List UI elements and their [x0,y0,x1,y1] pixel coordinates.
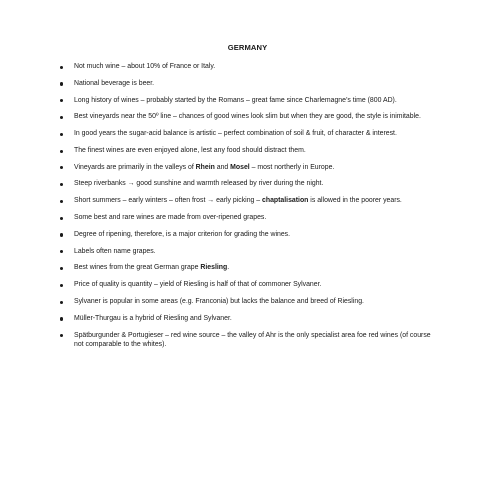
bullet-text: Sylvaner is popular in some areas (e.g. Franconia) but lacks the balance and breed of Riesling. [74,297,364,305]
bullet-item [60,163,435,173]
bullet-item [60,179,435,189]
bullet-text: In good years the sugar-acid balance is artistic – perfect combination of soil & fruit, of character & interest. [74,130,397,138]
bullet-text: The finest wines are even enjoyed alone, lest any food should distract them. [74,146,306,154]
bullet-text: Some best and rare wines are made from over-ripened grapes. [74,214,267,222]
bullet-item [60,196,435,206]
bullet-item [60,129,435,139]
bullet-text: Vineyards are primarily in the valleys of [74,163,196,171]
bullet-text: Long history of wines – probably started by the Romans – great fame since Charlemagne’s time (800 AD). [74,96,397,104]
bold-term: Riesling [200,264,228,272]
page-title: GERMANY [227,43,268,52]
bold-term: chaptalisation [262,197,309,205]
bullet-text: is allowed in the poorer years. [308,197,402,205]
bold-term: Mosel [230,163,250,171]
bullet-list [60,62,435,357]
bullet-item [60,146,435,156]
bullet-text: Short summers – early winters – often frost → early picking – [74,197,263,205]
bullet-text: and [214,163,231,171]
bullet-text: Not much wine – about 10% of France or Italy. [74,63,216,70]
bullet-text: National beverage is beer. [74,79,155,87]
bullet-text: Spätburgunder & Portugieser – red wine source – the valley of Ahr is the only specialist area foe red wines (of course not comparable to the whites). [74,331,431,349]
bullet-item [60,79,435,89]
bullet-item [60,230,435,240]
bullet-text: Best vineyards near the 50º line – chances of good wines look slim but when they are good, the style is inimitable. [74,113,421,121]
bullet-text: – most northerly in Europe. [249,163,335,171]
bullet-text: Best wines from the great German grape [74,264,201,272]
bullet-item [60,263,435,273]
bullet-item [60,247,435,257]
bullet-text: Müller-Thurgau is a hybrid of Riesling and Sylvaner. [74,314,232,322]
bullet-text: . [227,264,230,272]
bullet-item [60,331,435,350]
bullet-item [60,213,435,223]
bullet-item [60,112,435,122]
bullet-text: Labels often name grapes. [74,247,156,255]
bullet-text: Price of quality is quantity – yield of Riesling is half of that of commoner Sylvaner. [74,281,322,289]
bullet-item [60,62,435,72]
bullet-item [60,280,435,290]
bullet-item [60,314,435,324]
bullet-text: Degree of ripening, therefore, is a major criterion for grading the wines. [74,230,291,238]
bullet-item [60,297,435,307]
bullet-item [60,96,435,106]
bold-term: Rhein [195,163,215,171]
bullet-text: Steep riverbanks → good sunshine and warmth released by river during the night. [74,180,324,188]
